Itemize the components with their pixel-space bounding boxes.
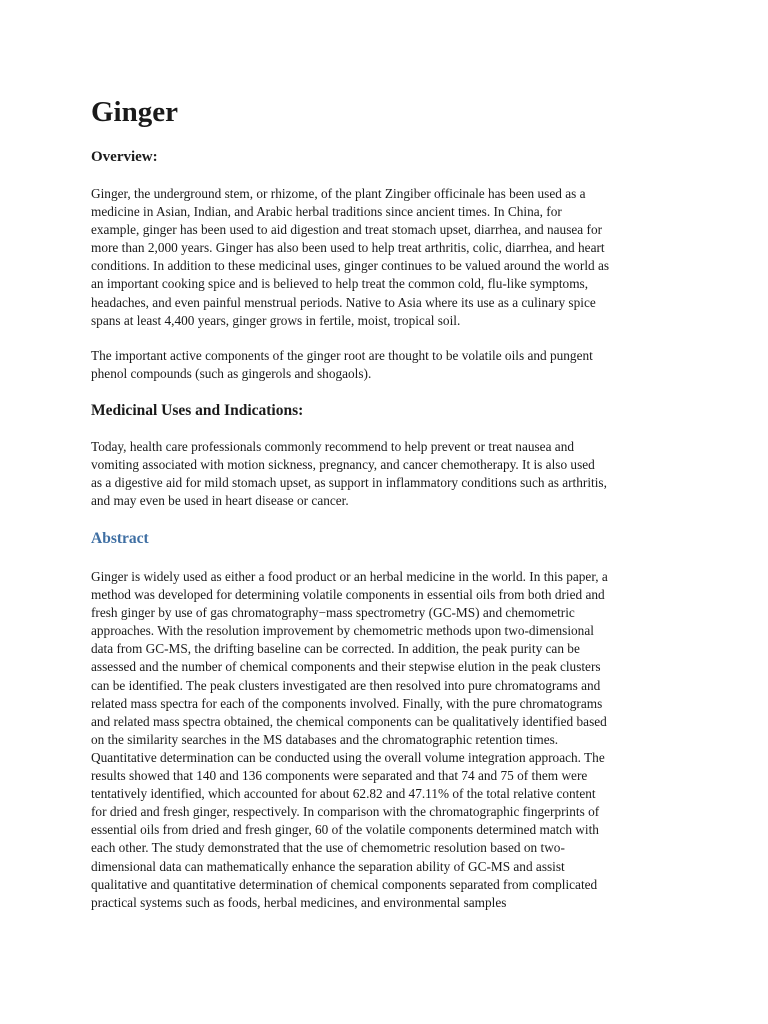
- medicinal-uses-paragraph: [91, 438, 679, 510]
- text-line: more than 2,000 years. Ginger has also been used to help treat arthritis, colic, diarrhea, and heart: [91, 240, 605, 256]
- text-line: each other. The study demonstrated that the use of chemometric resolution based on two-: [91, 840, 565, 856]
- overview-heading: Overview:: [91, 149, 158, 165]
- text-line: and may even be used in heart disease or cancer.: [91, 493, 349, 509]
- text-line: The important active components of the ginger root are thought to be volatile oils and pungent: [91, 348, 593, 363]
- text-line: qualitative and quantitative determination of chemical components separated from complicated: [91, 876, 598, 892]
- text-line: spans at least 4,400 years, ginger grows in fertile, moist, tropical soil.: [91, 312, 461, 328]
- text-line: medicine in Asian, Indian, and Arabic herbal traditions since ancient times. In China, for: [91, 204, 562, 220]
- text-line: Ginger is widely used as either a food product or an herbal medicine in the world. In this paper, a: [91, 569, 608, 584]
- text-line: assessed and the number of chemical components and their stepwise elution in the peak clusters: [91, 659, 601, 675]
- text-line: fresh ginger by use of gas chromatography−mass spectrometry (GC-MS) and chemometric: [91, 605, 575, 621]
- text-line: dimensional data can mathematically enhance the separation ability of GC-MS and assist: [91, 858, 565, 874]
- text-line: can be identified. The peak clusters investigated are then resolved into pure chromatograms and: [91, 677, 601, 693]
- text-line: headaches, and even painful menstrual periods. Native to Asia where its use as a culinary spice: [91, 294, 596, 310]
- abstract-paragraph: [91, 568, 679, 912]
- text-line: Quantitative determination can be conducted using the overall volume integration approach. The: [91, 749, 605, 765]
- text-line: essential oils from dried and fresh ginger, 60 of the volatile components determined match with: [91, 822, 599, 838]
- text-line: and related mass spectra obtained, the chemical components can be qualitatively identified based: [91, 713, 607, 729]
- text-line: phenol compounds (such as gingerols and shogaols).: [91, 366, 372, 382]
- text-line: an important cooking spice and is believed to help treat the common cold, flu-like symptoms,: [91, 276, 589, 292]
- text-line: method was developed for determining volatile components in essential oils from both dried and: [91, 587, 605, 603]
- medicinal-uses-heading: Medicinal Uses and Indications:: [91, 402, 304, 419]
- text-line: for dried and fresh ginger, respectively. In comparison with the chromatographic fingerprints of: [91, 804, 600, 820]
- text-line: related mass spectra for each of the components involved. Finally, with the pure chromatograms: [91, 695, 603, 711]
- text-line: Today, health care professionals commonly recommend to help prevent or treat nausea and: [91, 439, 574, 454]
- overview-paragraph-2: [91, 347, 679, 383]
- text-line: vomiting associated with motion sickness, pregnancy, and cancer chemotherapy. It is also used: [91, 457, 595, 473]
- text-line: data from GC-MS, the drifting baseline can be corrected. In addition, the peak purity can be: [91, 641, 580, 657]
- text-line: on the similarity searches in the MS databases and the chromatographic retention times.: [91, 731, 559, 747]
- text-line: as a digestive aid for mild stomach upset, as support in inflammatory conditions such as arthritis,: [91, 475, 607, 491]
- abstract-heading: Abstract: [91, 530, 149, 547]
- text-line: example, ginger has been used to aid digestion and treat stomach upset, diarrhea, and nausea for: [91, 222, 603, 238]
- text-line: tentatively identified, which accounted for about 62.82 and 47.11% of the total relative content: [91, 786, 596, 802]
- document-title: Ginger: [91, 96, 178, 128]
- text-line: approaches. With the resolution improvement by chemometric methods upon two-dimensional: [91, 623, 594, 639]
- overview-paragraph-1: [91, 185, 679, 330]
- text-line: results showed that 140 and 136 components were separated and that 74 and 75 of them were: [91, 768, 588, 784]
- text-line: practical systems such as foods, herbal medicines, and environmental samples: [91, 894, 507, 910]
- text-line: Ginger, the underground stem, or rhizome, of the plant Zingiber officinale has been used as a: [91, 186, 586, 201]
- text-line: conditions. In addition to these medicinal uses, ginger continues to be valued around the world as: [91, 258, 610, 274]
